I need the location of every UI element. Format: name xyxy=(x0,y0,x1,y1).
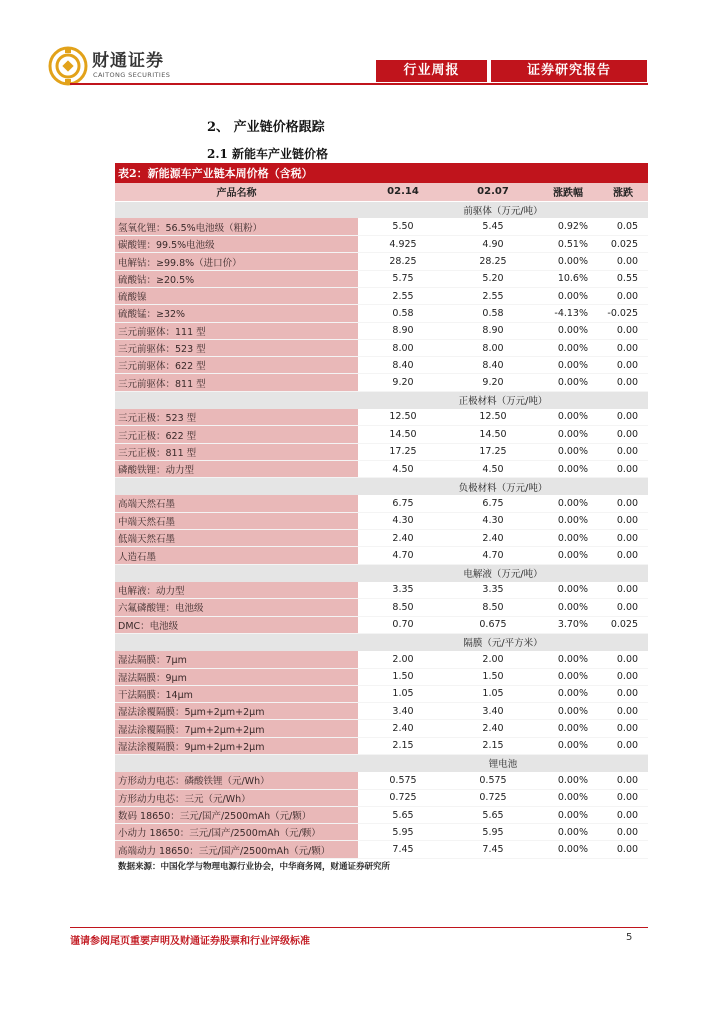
table-row xyxy=(115,685,648,702)
cell-price-current: 5.75 xyxy=(358,270,448,287)
cell-price-previous: 5.20 xyxy=(448,270,538,287)
cell-product-name: 人造石墨 xyxy=(115,547,358,564)
cell-price-previous: 6.75 xyxy=(448,495,538,512)
cell-price-previous: 5.95 xyxy=(448,824,538,841)
table-group-row xyxy=(115,391,648,408)
table-row xyxy=(115,426,648,443)
footer-divider xyxy=(70,927,648,928)
table-row xyxy=(115,253,648,270)
cell-change: 0.00 xyxy=(598,772,648,789)
group-row-spacer xyxy=(115,201,358,218)
cell-change: 0.05 xyxy=(598,218,648,235)
table-row xyxy=(115,357,648,374)
table-row xyxy=(115,668,648,685)
cell-price-current: 8.50 xyxy=(358,599,448,616)
cell-change-pct: 0.00% xyxy=(538,357,598,374)
group-row-spacer xyxy=(115,633,358,650)
group-row-spacer xyxy=(115,478,358,495)
table-row xyxy=(115,651,648,668)
subsection-title: 2.1 新能车产业链价格 xyxy=(207,147,329,161)
cell-product-name: DMC：电池级 xyxy=(115,616,358,633)
cell-change-pct: 0.00% xyxy=(538,530,598,547)
data-source-note: 数据来源：中国化学与物理电源行业协会，中华商务网，财通证券研究所 xyxy=(118,862,391,872)
table-group-row xyxy=(115,564,648,581)
cell-price-previous: 4.90 xyxy=(448,236,538,253)
cell-change: -0.025 xyxy=(598,305,648,322)
cell-price-current: 0.725 xyxy=(358,789,448,806)
cell-product-name: 低端天然石墨 xyxy=(115,530,358,547)
cell-product-name: 小动力 18650：三元/国产/2500mAh（元/颗） xyxy=(115,824,358,841)
table-row xyxy=(115,772,648,789)
cell-price-previous: 0.58 xyxy=(448,305,538,322)
cell-change: 0.00 xyxy=(598,357,648,374)
cell-change: 0.025 xyxy=(598,236,648,253)
table-row xyxy=(115,720,648,737)
cell-price-previous: 3.40 xyxy=(448,703,538,720)
cell-change-pct: 0.00% xyxy=(538,443,598,460)
cell-price-previous: 4.70 xyxy=(448,547,538,564)
table-group-title: 前驱体（万元/吨） xyxy=(358,201,648,218)
table-group-row xyxy=(115,201,648,218)
cell-change-pct: 0.00% xyxy=(538,322,598,339)
cell-price-previous: 2.40 xyxy=(448,720,538,737)
table-group-title: 锂电池 xyxy=(358,755,648,772)
table-group-row xyxy=(115,478,648,495)
cell-change: 0.00 xyxy=(598,703,648,720)
cell-change: 0.00 xyxy=(598,287,648,304)
cell-price-current: 9.20 xyxy=(358,374,448,391)
cell-product-name: 高端天然石墨 xyxy=(115,495,358,512)
cell-change-pct: 0.00% xyxy=(538,339,598,356)
cell-product-name: 硫酸钴：≥20.5% xyxy=(115,270,358,287)
cell-change-pct: 0.00% xyxy=(538,772,598,789)
cell-product-name: 数码 18650：三元/国产/2500mAh（元/颗） xyxy=(115,806,358,823)
cell-change: 0.00 xyxy=(598,409,648,426)
cell-price-previous: 4.30 xyxy=(448,512,538,529)
cell-product-name: 方形动力电芯：三元（元/Wh） xyxy=(115,789,358,806)
price-table-body xyxy=(115,163,648,858)
table-row xyxy=(115,582,648,599)
cell-price-current: 14.50 xyxy=(358,426,448,443)
cell-change: 0.00 xyxy=(598,789,648,806)
cell-price-current: 12.50 xyxy=(358,409,448,426)
cell-change: 0.55 xyxy=(598,270,648,287)
cell-price-previous: 17.25 xyxy=(448,443,538,460)
cell-price-current: 5.50 xyxy=(358,218,448,235)
cell-product-name: 高端动力 18650：三元/国产/2500mAh（元/颗） xyxy=(115,841,358,858)
cell-change-pct: 0.51% xyxy=(538,236,598,253)
table-group-title: 电解液（万元/吨） xyxy=(358,564,648,581)
cell-product-name: 湿法涂覆隔膜：5μm+2μm+2μm xyxy=(115,703,358,720)
cell-price-previous: 2.00 xyxy=(448,651,538,668)
table-caption-row xyxy=(115,163,648,183)
cell-product-name: 湿法涂覆隔膜：9μm+2μm+2μm xyxy=(115,737,358,754)
cell-price-current: 5.95 xyxy=(358,824,448,841)
cell-change: 0.00 xyxy=(598,374,648,391)
cell-product-name: 电解液：动力型 xyxy=(115,582,358,599)
cell-change: 0.00 xyxy=(598,253,648,270)
cell-price-current: 8.40 xyxy=(358,357,448,374)
cell-price-current: 17.25 xyxy=(358,443,448,460)
table-row xyxy=(115,322,648,339)
cell-price-previous: 0.675 xyxy=(448,616,538,633)
cell-change-pct: 0.00% xyxy=(538,824,598,841)
cell-change-pct: 0.00% xyxy=(538,374,598,391)
cell-price-current: 6.75 xyxy=(358,495,448,512)
cell-price-previous: 8.00 xyxy=(448,339,538,356)
page-header xyxy=(0,0,724,95)
table-row xyxy=(115,530,648,547)
table-group-title: 正极材料（万元/吨） xyxy=(358,391,648,408)
table-row xyxy=(115,305,648,322)
cell-price-current: 0.58 xyxy=(358,305,448,322)
table-caption: 表2：新能源车产业链本周价格（含税） xyxy=(115,163,648,183)
cell-change: 0.00 xyxy=(598,668,648,685)
cell-change-pct: 10.6% xyxy=(538,270,598,287)
report-category-tag: 证券研究报告 xyxy=(491,60,647,82)
cell-product-name: 三元前驱体：811 型 xyxy=(115,374,358,391)
cell-price-current: 4.30 xyxy=(358,512,448,529)
cell-change: 0.00 xyxy=(598,651,648,668)
cell-price-previous: 2.40 xyxy=(448,530,538,547)
cell-price-previous: 14.50 xyxy=(448,426,538,443)
cell-change: 0.00 xyxy=(598,806,648,823)
table-header-row xyxy=(115,183,648,201)
cell-price-current: 28.25 xyxy=(358,253,448,270)
cell-price-current: 4.50 xyxy=(358,460,448,477)
cell-price-current: 2.15 xyxy=(358,737,448,754)
cell-change: 0.00 xyxy=(598,530,648,547)
brand-name-en: CAITONG SECURITIES xyxy=(93,71,171,79)
cell-product-name: 三元正极：811 型 xyxy=(115,443,358,460)
cell-product-name: 三元前驱体：622 型 xyxy=(115,357,358,374)
cell-price-previous: 0.725 xyxy=(448,789,538,806)
cell-price-current: 4.70 xyxy=(358,547,448,564)
cell-change-pct: 0.00% xyxy=(538,582,598,599)
table-row xyxy=(115,737,648,754)
cell-product-name: 中端天然石墨 xyxy=(115,512,358,529)
table-row xyxy=(115,841,648,858)
cell-change: 0.00 xyxy=(598,720,648,737)
cell-change: 0.00 xyxy=(598,582,648,599)
cell-price-current: 4.925 xyxy=(358,236,448,253)
cell-change: 0.00 xyxy=(598,339,648,356)
cell-change-pct: 0.00% xyxy=(538,253,598,270)
table-group-title: 负极材料（万元/吨） xyxy=(358,478,648,495)
table-row xyxy=(115,339,648,356)
caitong-logo-icon xyxy=(48,46,88,86)
cell-change: 0.025 xyxy=(598,616,648,633)
cell-product-name: 湿法涂覆隔膜：7μm+2μm+2μm xyxy=(115,720,358,737)
cell-price-current: 7.45 xyxy=(358,841,448,858)
cell-change: 0.00 xyxy=(598,841,648,858)
cell-price-current: 2.40 xyxy=(358,720,448,737)
group-row-spacer xyxy=(115,564,358,581)
cell-price-current: 3.35 xyxy=(358,582,448,599)
table-row xyxy=(115,374,648,391)
cell-change: 0.00 xyxy=(598,512,648,529)
cell-product-name: 磷酸铁锂：动力型 xyxy=(115,460,358,477)
table-row xyxy=(115,703,648,720)
cell-price-previous: 2.15 xyxy=(448,737,538,754)
report-type-tag: 行业周报 xyxy=(376,60,487,82)
col-header-date-2: 02.07 xyxy=(448,183,538,201)
cell-price-current: 2.40 xyxy=(358,530,448,547)
cell-change-pct: 0.00% xyxy=(538,841,598,858)
table-group-row xyxy=(115,755,648,772)
table-group-title: 隔膜（元/平方米） xyxy=(358,633,648,650)
cell-product-name: 干法隔膜：14μm xyxy=(115,685,358,702)
price-table xyxy=(115,163,648,859)
cell-price-current: 8.00 xyxy=(358,339,448,356)
table-group-row xyxy=(115,633,648,650)
cell-change-pct: 0.00% xyxy=(538,409,598,426)
cell-change: 0.00 xyxy=(598,460,648,477)
cell-price-previous: 8.40 xyxy=(448,357,538,374)
table-row xyxy=(115,270,648,287)
cell-change-pct: -4.13% xyxy=(538,305,598,322)
cell-price-current: 0.70 xyxy=(358,616,448,633)
col-header-change: 涨跌 xyxy=(598,183,648,201)
table-row xyxy=(115,443,648,460)
table-row xyxy=(115,824,648,841)
page-number: 5 xyxy=(626,932,633,943)
cell-product-name: 方形动力电芯：磷酸铁锂（元/Wh） xyxy=(115,772,358,789)
table-row xyxy=(115,512,648,529)
cell-product-name: 六氟磷酸锂：电池级 xyxy=(115,599,358,616)
cell-product-name: 湿法隔膜：7μm xyxy=(115,651,358,668)
cell-product-name: 三元前驱体：523 型 xyxy=(115,339,358,356)
cell-change: 0.00 xyxy=(598,737,648,754)
cell-price-current: 3.40 xyxy=(358,703,448,720)
cell-price-previous: 7.45 xyxy=(448,841,538,858)
cell-price-current: 5.65 xyxy=(358,806,448,823)
cell-product-name: 三元正极：523 型 xyxy=(115,409,358,426)
table-row xyxy=(115,409,648,426)
cell-product-name: 三元前驱体：111 型 xyxy=(115,322,358,339)
cell-change: 0.00 xyxy=(598,824,648,841)
table-row xyxy=(115,287,648,304)
cell-change: 0.00 xyxy=(598,547,648,564)
cell-product-name: 碳酸锂：99.5%电池级 xyxy=(115,236,358,253)
cell-price-previous: 4.50 xyxy=(448,460,538,477)
cell-change-pct: 0.00% xyxy=(538,737,598,754)
cell-price-previous: 3.35 xyxy=(448,582,538,599)
cell-price-previous: 12.50 xyxy=(448,409,538,426)
cell-change: 0.00 xyxy=(598,495,648,512)
cell-change-pct: 0.00% xyxy=(538,720,598,737)
table-row xyxy=(115,460,648,477)
cell-price-current: 8.90 xyxy=(358,322,448,339)
cell-change-pct: 0.00% xyxy=(538,685,598,702)
cell-change: 0.00 xyxy=(598,599,648,616)
table-row xyxy=(115,616,648,633)
group-row-spacer xyxy=(115,755,358,772)
cell-price-previous: 5.65 xyxy=(448,806,538,823)
cell-price-current: 0.575 xyxy=(358,772,448,789)
cell-price-current: 1.50 xyxy=(358,668,448,685)
cell-price-previous: 9.20 xyxy=(448,374,538,391)
cell-price-previous: 28.25 xyxy=(448,253,538,270)
cell-product-name: 硫酸镍 xyxy=(115,287,358,304)
table-row xyxy=(115,495,648,512)
cell-change-pct: 0.00% xyxy=(538,287,598,304)
table-row xyxy=(115,599,648,616)
cell-product-name: 硫酸锰：≥32% xyxy=(115,305,358,322)
cell-price-previous: 8.50 xyxy=(448,599,538,616)
cell-price-current: 1.05 xyxy=(358,685,448,702)
cell-change-pct: 0.00% xyxy=(538,668,598,685)
cell-change-pct: 0.00% xyxy=(538,426,598,443)
group-row-spacer xyxy=(115,391,358,408)
cell-price-previous: 1.05 xyxy=(448,685,538,702)
cell-change: 0.00 xyxy=(598,443,648,460)
cell-product-name: 氢氧化锂：56.5%电池级（粗粉） xyxy=(115,218,358,235)
col-header-change-pct: 涨跌幅 xyxy=(538,183,598,201)
table-row xyxy=(115,236,648,253)
cell-change: 0.00 xyxy=(598,685,648,702)
cell-change-pct: 0.00% xyxy=(538,703,598,720)
cell-price-previous: 8.90 xyxy=(448,322,538,339)
cell-change-pct: 0.00% xyxy=(538,460,598,477)
cell-change-pct: 0.00% xyxy=(538,806,598,823)
footer-disclaimer: 谨请参阅尾页重要声明及财通证券股票和行业评级标准 xyxy=(70,936,310,947)
cell-price-current: 2.55 xyxy=(358,287,448,304)
table-row xyxy=(115,789,648,806)
table-row xyxy=(115,806,648,823)
cell-change-pct: 0.00% xyxy=(538,495,598,512)
cell-change-pct: 0.00% xyxy=(538,547,598,564)
cell-change-pct: 0.00% xyxy=(538,599,598,616)
cell-price-previous: 0.575 xyxy=(448,772,538,789)
cell-product-name: 湿法隔膜：9μm xyxy=(115,668,358,685)
cell-change-pct: 3.70% xyxy=(538,616,598,633)
cell-product-name: 电解钴：≥99.8%（进口价） xyxy=(115,253,358,270)
section-title: 2、 产业链价格跟踪 xyxy=(207,120,325,135)
col-header-date-1: 02.14 xyxy=(358,183,448,201)
cell-change: 0.00 xyxy=(598,426,648,443)
header-divider xyxy=(70,83,648,85)
cell-change: 0.00 xyxy=(598,322,648,339)
cell-change-pct: 0.92% xyxy=(538,218,598,235)
cell-product-name: 三元正极：622 型 xyxy=(115,426,358,443)
cell-change-pct: 0.00% xyxy=(538,512,598,529)
cell-change-pct: 0.00% xyxy=(538,789,598,806)
table-row xyxy=(115,218,648,235)
cell-price-previous: 1.50 xyxy=(448,668,538,685)
cell-price-previous: 2.55 xyxy=(448,287,538,304)
brand-name: 财通证券 xyxy=(92,51,164,71)
col-header-product: 产品名称 xyxy=(115,183,358,201)
table-row xyxy=(115,547,648,564)
cell-change-pct: 0.00% xyxy=(538,651,598,668)
cell-price-previous: 5.45 xyxy=(448,218,538,235)
cell-price-current: 2.00 xyxy=(358,651,448,668)
